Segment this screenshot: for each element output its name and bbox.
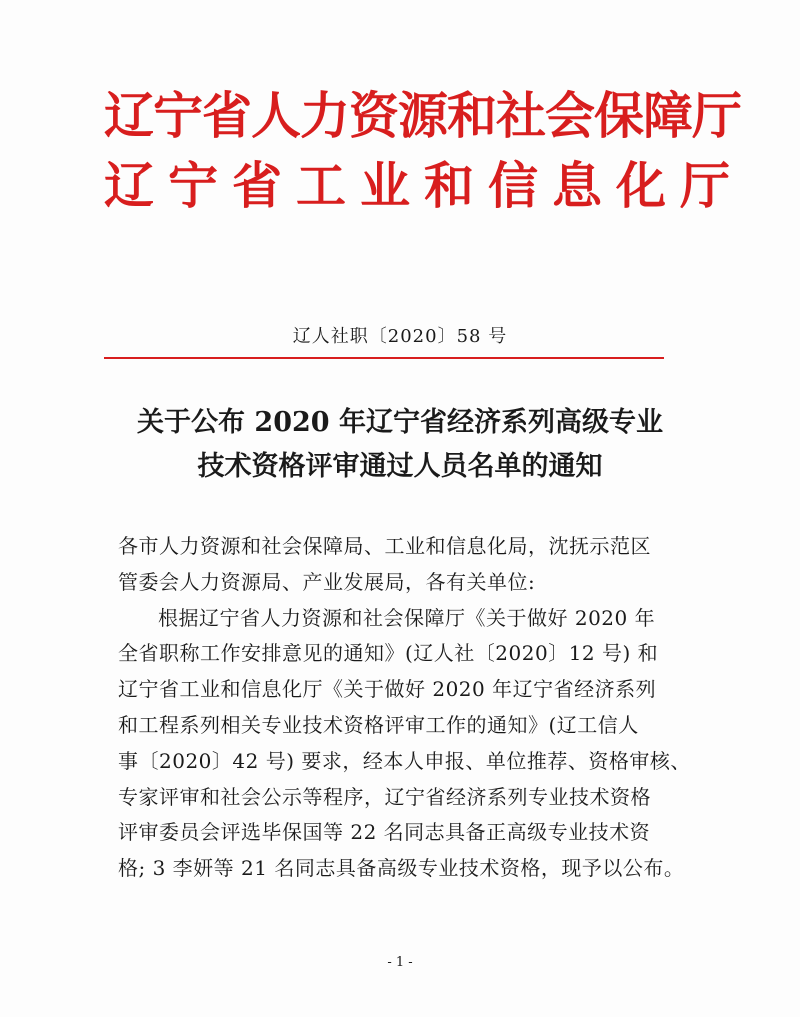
paragraph-line: 格; 3 李妍等 21 名同志具备高级专业技术资格，现予以公布。 (118, 856, 685, 881)
paragraph-line: 辽宁省工业和信息化厅《关于做好 2020 年辽宁省经济系列 (118, 677, 657, 702)
document-number: 辽人社职〔2020〕58 号 (292, 326, 508, 347)
document-body (118, 529, 691, 887)
paragraph-line: 事〔2020〕42 号) 要求，经本人申报、单位推荐、资格审核、 (118, 748, 691, 773)
paragraph-line: 评审委员会评选毕保国等 22 名同志具备正高级专业技术资 (118, 820, 651, 845)
salutation-line-1: 各市人力资源和社会保障局、工业和信息化局，沈抚示范区 (118, 534, 651, 558)
title-line-2: 技术资格评审通过人员名单的通知 (197, 451, 603, 482)
title-line-1: 关于公布 2020 年辽宁省经济系列高级专业 (137, 407, 663, 438)
issuing-authorities-header (104, 82, 744, 220)
paragraph-line: 根据辽宁省人力资源和社会保障厅《关于做好 2020 年 (158, 605, 656, 630)
paragraph-line: 全省职称工作安排意见的通知》(辽人社〔2020〕12 号) 和 (118, 641, 659, 666)
page-number: - 1 - (387, 955, 413, 970)
paragraph-line: 专家评审和社会公示等程序，辽宁省经济系列专业技术资格 (118, 784, 651, 809)
paragraph-line: 和工程系列相关专业技术资格评审工作的通知》(辽工信人 (118, 712, 639, 737)
issuer-industry-it-department: 辽宁省工业和信息化厅 (104, 156, 744, 215)
issuer-hrss-department: 辽宁省人力资源和社会保障厅 (104, 86, 741, 145)
red-separator-line (104, 357, 664, 359)
document-title (0, 403, 800, 487)
salutation-line-2: 管委会人力资源局、产业发展局，各有关单位: (118, 569, 536, 594)
